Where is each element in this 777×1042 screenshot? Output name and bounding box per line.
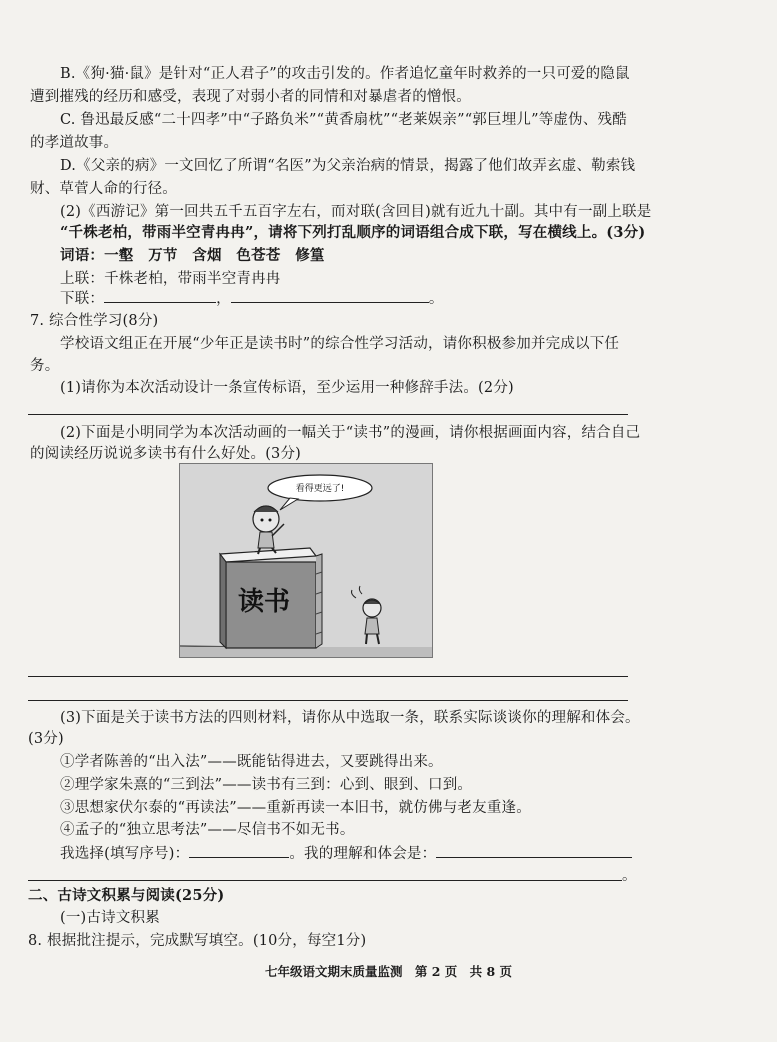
q7-sub1-answer-line[interactable] <box>28 414 628 415</box>
q7-sub3-line2: (3分) <box>28 731 64 747</box>
q6-option-b-line2: 遭到摧残的经历和感受，表现了对弱小者的同情和对暴虐者的憎恨。 <box>30 89 471 105</box>
reading-comic <box>179 463 433 658</box>
q7-sub2-answer-line-2[interactable] <box>28 700 628 701</box>
q6-word-bank: 词语：一壑 万节 含烟 色苍苍 修篁 <box>60 247 325 264</box>
speech-bubble-text: 看得更远了! <box>295 484 345 494</box>
footer-page-number: 第 2 页 <box>414 964 458 979</box>
q6-option-b-line1: B.《狗·猫·鼠》是针对“正人君子”的攻击引发的。作者追忆童年时救养的一只可爱的隐鼠 <box>60 66 630 82</box>
q7-intro-line2: 务。 <box>30 358 60 374</box>
section2-title: 二、古诗文积累与阅读(25分) <box>28 887 225 904</box>
q7-sub3-answer-line[interactable] <box>28 880 622 881</box>
q6-option-d-line2: 财、草菅人命的行径。 <box>30 181 177 197</box>
page-footer <box>0 962 777 980</box>
book-label: 读书 <box>237 587 291 617</box>
q6-option-d-line1: D.《父亲的病》一文回忆了所谓“名医”为父亲治病的情景，揭露了他们故弄玄虚、勒索钱 <box>60 158 636 174</box>
q7-sub1: (1)请你为本次活动设计一条宣传标语，至少运用一种修辞手法。(2分) <box>60 380 514 396</box>
xialian-comma: ， <box>216 291 231 307</box>
q7-title: 7. 综合性学习(8分) <box>30 313 159 329</box>
footer-exam-name: 七年级语文期末质量监测 <box>264 964 403 979</box>
q7-choice-row <box>60 843 632 864</box>
q6-xialian <box>60 288 444 309</box>
comic-illustration <box>180 464 432 657</box>
q7-sub2-line1: (2)下面是小明同学为本次活动画的一幅关于“读书”的漫画，请你根据画面内容，结合自己 <box>60 425 641 441</box>
q7-end-period: 。 <box>622 868 637 884</box>
q7-material-2: ②理学家朱熹的“三到法”——读书有三到：心到、眼到、口到。 <box>60 777 473 793</box>
xialian-period: 。 <box>428 291 444 307</box>
q7-intro-line1: 学校语文组正在开展“少年正是读书时”的综合性学习活动，请你积极参加并完成以下任 <box>60 336 620 352</box>
xialian-label: 下联： <box>60 291 105 307</box>
section2-subtitle: (一)古诗文积累 <box>60 910 160 926</box>
q6-shanglian: 上联：千株老柏，带雨半空青冉冉 <box>60 271 281 287</box>
xialian-blank-2[interactable] <box>231 288 429 303</box>
q7-material-1: ①学者陈善的“出入法”——既能钻得进去，又要跳得出来。 <box>60 754 443 770</box>
footer-total-pages: 共 8 页 <box>469 964 513 979</box>
q6-option-c-line2: 的孝道故事。 <box>30 135 119 151</box>
understanding-label: 。我的理解和体会是： <box>289 846 437 862</box>
q7-sub2-answer-line-1[interactable] <box>28 676 628 677</box>
choose-label: 我选择(填写序号)： <box>60 846 190 862</box>
q6-sub2-line2: “千株老柏，带雨半空青冉冉”，请将下列打乱顺序的词语组合成下联，写在横线上。(3分) <box>60 224 646 241</box>
q6-sub2-line1: (2)《西游记》第一回共五千五百字左右，而对联(含回目)就有近九十副。其中有一副上联是 <box>60 204 652 220</box>
understanding-blank[interactable] <box>436 843 632 858</box>
q7-material-4: ④孟子的“独立思考法”——尽信书不如无书。 <box>60 822 355 838</box>
xialian-blank-1[interactable] <box>104 288 216 303</box>
choice-blank[interactable] <box>189 843 289 858</box>
q7-sub3-line1: (3)下面是关于读书方法的四则材料，请你从中选取一条，联系实际谈谈你的理解和体会。 <box>60 710 640 726</box>
q7-sub2-line2: 的阅读经历说说多读书有什么好处。(3分) <box>30 446 302 462</box>
q6-option-c-line1: C. 鲁迅最反感“二十四孝”中“子路负米”“黄香扇枕”“老莱娱亲”“郭巨埋儿”等虚伪、残酷 <box>60 112 627 128</box>
q7-material-3: ③思想家伏尔泰的“再读法”——重新再读一本旧书，就仿佛与老友重逢。 <box>60 800 531 816</box>
q8-instruction: 8. 根据批注提示，完成默写填空。(10分，每空1分) <box>28 933 367 949</box>
